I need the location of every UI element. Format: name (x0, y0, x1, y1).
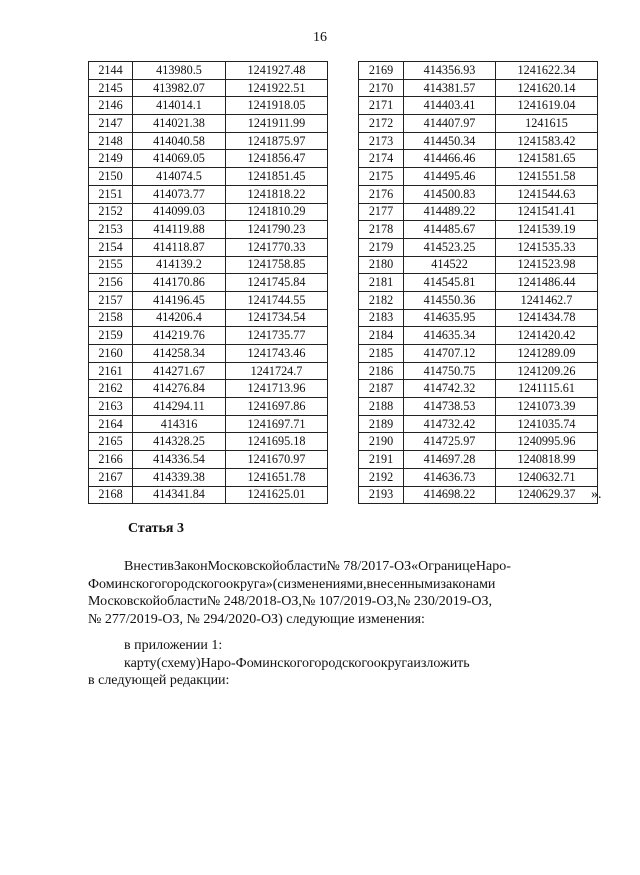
point-number-cell: 2151 (89, 185, 133, 203)
paragraph-line (88, 593, 608, 611)
y-coordinate-cell: 1241651.78 (226, 468, 328, 486)
point-number-cell: 2187 (359, 380, 404, 398)
word: (схему) (156, 655, 201, 671)
y-coordinate-cell: 1241875.97 (226, 132, 328, 150)
word: округа» (226, 576, 273, 592)
point-number-cell: 2167 (89, 468, 133, 486)
x-coordinate-cell: 414725.97 (404, 433, 496, 451)
y-coordinate-cell: 1241035.74 (496, 415, 598, 433)
table-row (89, 168, 328, 186)
table-row (359, 238, 598, 256)
word: карту (124, 655, 157, 671)
table-row (89, 486, 328, 504)
table-row (359, 274, 598, 292)
y-coordinate-cell: 1241583.42 (496, 132, 598, 150)
y-coordinate-cell: 1241918.05 (226, 97, 328, 115)
x-coordinate-cell: 414118.87 (133, 238, 226, 256)
y-coordinate-cell: 1241544.63 (496, 185, 598, 203)
point-number-cell: 2154 (89, 238, 133, 256)
y-coordinate-cell: 1241289.09 (496, 345, 598, 363)
x-coordinate-cell: 414466.46 (404, 150, 496, 168)
y-coordinate-cell: 1240629.37 (496, 486, 598, 504)
table-row (89, 62, 328, 80)
y-coordinate-cell: 1241790.23 (226, 221, 328, 239)
table-row (359, 185, 598, 203)
point-number-cell: 2189 (359, 415, 404, 433)
point-number-cell: 2152 (89, 203, 133, 221)
word: законами (440, 576, 496, 592)
x-coordinate-cell: 414073.77 (133, 185, 226, 203)
coordinates-table-right (358, 61, 598, 504)
table-row (89, 327, 328, 345)
table-row (89, 345, 328, 363)
word: № 107/2019-ОЗ, (301, 594, 397, 609)
point-number-cell: 2174 (359, 150, 404, 168)
table-row (89, 451, 328, 469)
table-row (359, 97, 598, 115)
point-number-cell: 2179 (359, 238, 404, 256)
x-coordinate-cell: 414206.4 (133, 309, 226, 327)
point-number-cell: 2170 (359, 79, 404, 97)
article-heading: Статья 3 (128, 521, 184, 536)
word: городского (161, 576, 227, 592)
point-number-cell: 2157 (89, 291, 133, 309)
table-row (359, 115, 598, 133)
point-number-cell: 2192 (359, 468, 404, 486)
point-number-cell: 2160 (89, 345, 133, 363)
point-number-cell: 2163 (89, 398, 133, 416)
point-number-cell: 2158 (89, 309, 133, 327)
table-row (359, 62, 598, 80)
table-row (89, 185, 328, 203)
appendix-paragraph (88, 637, 608, 690)
table-row (359, 168, 598, 186)
point-number-cell: 2169 (359, 62, 404, 80)
table-row (89, 97, 328, 115)
y-coordinate-cell: 1241434.78 (496, 309, 598, 327)
word: Наро- (475, 559, 511, 574)
x-coordinate-cell: 414707.12 (404, 345, 496, 363)
x-coordinate-cell: 414139.2 (133, 256, 226, 274)
y-coordinate-cell: 1241770.33 (226, 238, 328, 256)
x-coordinate-cell: 414522 (404, 256, 496, 274)
word: (с (272, 576, 284, 592)
table-row (89, 380, 328, 398)
x-coordinate-cell: 414550.36 (404, 291, 496, 309)
x-coordinate-cell: 414635.34 (404, 327, 496, 345)
point-number-cell: 2191 (359, 451, 404, 469)
table-row (359, 468, 598, 486)
table-row (89, 415, 328, 433)
y-coordinate-cell: 1241115.61 (496, 380, 598, 398)
table-row (359, 433, 598, 451)
x-coordinate-cell: 414489.22 (404, 203, 496, 221)
y-coordinate-cell: 1241073.39 (496, 398, 598, 416)
point-number-cell: 2176 (359, 185, 404, 203)
point-number-cell: 2159 (89, 327, 133, 345)
word: границе (428, 559, 476, 574)
x-coordinate-cell: 414381.57 (404, 79, 496, 97)
table-row (89, 468, 328, 486)
x-coordinate-cell: 414119.88 (133, 221, 226, 239)
point-number-cell: 2172 (359, 115, 404, 133)
y-coordinate-cell: 1241856.47 (226, 150, 328, 168)
x-coordinate-cell: 414495.46 (404, 168, 496, 186)
point-number-cell: 2181 (359, 274, 404, 292)
table-row (89, 238, 328, 256)
point-number-cell: 2161 (89, 362, 133, 380)
x-coordinate-cell: 414219.76 (133, 327, 226, 345)
x-coordinate-cell: 414485.67 (404, 221, 496, 239)
paragraph-line: в приложении 1: (124, 638, 223, 653)
point-number-cell: 2184 (359, 327, 404, 345)
x-coordinate-cell: 414697.28 (404, 451, 496, 469)
y-coordinate-cell: 1241541.41 (496, 203, 598, 221)
point-number-cell: 2177 (359, 203, 404, 221)
point-number-cell: 2146 (89, 97, 133, 115)
x-coordinate-cell: 414732.42 (404, 415, 496, 433)
y-coordinate-cell: 1241818.22 (226, 185, 328, 203)
page-number: 16 (313, 30, 327, 45)
point-number-cell: 2168 (89, 486, 133, 504)
point-number-cell: 2145 (89, 79, 133, 97)
table-row (359, 150, 598, 168)
x-coordinate-cell: 414698.22 (404, 486, 496, 504)
word: изложить (413, 655, 470, 671)
y-coordinate-cell: 1240818.99 (496, 451, 598, 469)
table-row (89, 203, 328, 221)
table-row (89, 398, 328, 416)
table-row (89, 274, 328, 292)
table-row (89, 256, 328, 274)
y-coordinate-cell: 1241697.71 (226, 415, 328, 433)
word: области (279, 559, 327, 574)
y-coordinate-cell: 1241539.19 (496, 221, 598, 239)
paragraph-line (88, 576, 608, 594)
x-coordinate-cell: 414021.38 (133, 115, 226, 133)
point-number-cell: 2165 (89, 433, 133, 451)
point-number-cell: 2147 (89, 115, 133, 133)
x-coordinate-cell: 414074.5 (133, 168, 226, 186)
table-row (89, 115, 328, 133)
y-coordinate-cell: 1241744.55 (226, 291, 328, 309)
x-coordinate-cell: 414271.67 (133, 362, 226, 380)
word: внесенными (366, 576, 441, 592)
x-coordinate-cell: 414356.93 (404, 62, 496, 80)
word: городского (308, 655, 374, 671)
point-number-cell: 2193 (359, 486, 404, 504)
table-row (359, 79, 598, 97)
table-row (359, 345, 598, 363)
x-coordinate-cell: 413980.5 (133, 62, 226, 80)
table-row (359, 309, 598, 327)
y-coordinate-cell: 1241743.46 (226, 345, 328, 363)
table-row (89, 150, 328, 168)
table-row (359, 203, 598, 221)
x-coordinate-cell: 414170.86 (133, 274, 226, 292)
table-row (359, 291, 598, 309)
paragraph-line: № 277/2019-ОЗ, № 294/2020-ОЗ) следующие изменения: (88, 611, 425, 627)
point-number-cell: 2150 (89, 168, 133, 186)
y-coordinate-cell: 1241922.51 (226, 79, 328, 97)
x-coordinate-cell: 414450.34 (404, 132, 496, 150)
y-coordinate-cell: 1241724.7 (226, 362, 328, 380)
table-row (359, 380, 598, 398)
x-coordinate-cell: 414336.54 (133, 451, 226, 469)
table-row (89, 291, 328, 309)
x-coordinate-cell: 414316 (133, 415, 226, 433)
point-number-cell: 2183 (359, 309, 404, 327)
word: № 230/2019-ОЗ, (396, 594, 493, 609)
point-number-cell: 2144 (89, 62, 133, 80)
amendment-paragraph (88, 558, 608, 628)
y-coordinate-cell: 1241735.77 (226, 327, 328, 345)
y-coordinate-cell: 1241581.65 (496, 150, 598, 168)
y-coordinate-cell: 1241734.54 (226, 309, 328, 327)
word: Внести (124, 559, 168, 574)
table-row (359, 327, 598, 345)
point-number-cell: 2190 (359, 433, 404, 451)
y-coordinate-cell: 1241745.84 (226, 274, 328, 292)
table-row (89, 79, 328, 97)
y-coordinate-cell: 1241619.04 (496, 97, 598, 115)
word: области (160, 594, 207, 609)
word: Московской (88, 594, 161, 609)
point-number-cell: 2162 (89, 380, 133, 398)
table-row (359, 256, 598, 274)
y-coordinate-cell: 1241625.01 (226, 486, 328, 504)
x-coordinate-cell: 414069.05 (133, 150, 226, 168)
word: изменениями, (283, 576, 367, 592)
table-row (359, 398, 598, 416)
word: в (167, 559, 174, 574)
point-number-cell: 2149 (89, 150, 133, 168)
point-number-cell: 2182 (359, 291, 404, 309)
y-coordinate-cell: 1241462.7 (496, 291, 598, 309)
y-coordinate-cell: 1241486.44 (496, 274, 598, 292)
point-number-cell: 2164 (89, 415, 133, 433)
y-coordinate-cell: 1241620.14 (496, 79, 598, 97)
table-row (89, 362, 328, 380)
word: Наро-Фоминского (200, 655, 309, 671)
table-row (359, 451, 598, 469)
y-coordinate-cell: 1241523.98 (496, 256, 598, 274)
point-number-cell: 2178 (359, 221, 404, 239)
table-row (89, 132, 328, 150)
point-number-cell: 2175 (359, 168, 404, 186)
point-number-cell: 2155 (89, 256, 133, 274)
x-coordinate-cell: 414276.84 (133, 380, 226, 398)
x-coordinate-cell: 413982.07 (133, 79, 226, 97)
paragraph-line: в следующей редакции: (88, 673, 230, 688)
x-coordinate-cell: 414328.25 (133, 433, 226, 451)
y-coordinate-cell: 1241697.86 (226, 398, 328, 416)
point-number-cell: 2180 (359, 256, 404, 274)
point-number-cell: 2153 (89, 221, 133, 239)
y-coordinate-cell: 1241695.18 (226, 433, 328, 451)
y-coordinate-cell: 1241420.42 (496, 327, 598, 345)
point-number-cell: 2188 (359, 398, 404, 416)
x-coordinate-cell: 414196.45 (133, 291, 226, 309)
x-coordinate-cell: 414341.84 (133, 486, 226, 504)
y-coordinate-cell: 1241927.48 (226, 62, 328, 80)
y-coordinate-cell: 1241622.34 (496, 62, 598, 80)
point-number-cell: 2156 (89, 274, 133, 292)
x-coordinate-cell: 414636.73 (404, 468, 496, 486)
x-coordinate-cell: 414403.41 (404, 97, 496, 115)
word: № 248/2018-ОЗ, (206, 594, 302, 609)
coordinates-table-left (88, 61, 328, 504)
y-coordinate-cell: 1240632.71 (496, 468, 598, 486)
y-coordinate-cell: 1241670.97 (226, 451, 328, 469)
word: «О (411, 559, 429, 574)
y-coordinate-cell: 1241713.96 (226, 380, 328, 398)
word: Московской (207, 559, 280, 574)
closing-quote: ». (591, 487, 602, 502)
y-coordinate-cell: 1241551.58 (496, 168, 598, 186)
y-coordinate-cell: 1241911.99 (226, 115, 328, 133)
word: округа (373, 655, 414, 671)
y-coordinate-cell: 1241758.85 (226, 256, 328, 274)
x-coordinate-cell: 414294.11 (133, 398, 226, 416)
x-coordinate-cell: 414258.34 (133, 345, 226, 363)
point-number-cell: 2148 (89, 132, 133, 150)
point-number-cell: 2186 (359, 362, 404, 380)
x-coordinate-cell: 414742.32 (404, 380, 496, 398)
x-coordinate-cell: 414750.75 (404, 362, 496, 380)
point-number-cell: 2166 (89, 451, 133, 469)
point-number-cell: 2171 (359, 97, 404, 115)
x-coordinate-cell: 414500.83 (404, 185, 496, 203)
point-number-cell: 2185 (359, 345, 404, 363)
word: № 78/2017-ОЗ (326, 559, 412, 574)
x-coordinate-cell: 414523.25 (404, 238, 496, 256)
paragraph-line (88, 655, 608, 673)
table-row (359, 132, 598, 150)
word: Закон (173, 559, 208, 574)
x-coordinate-cell: 414545.81 (404, 274, 496, 292)
x-coordinate-cell: 414738.53 (404, 398, 496, 416)
y-coordinate-cell: 1241615 (496, 115, 598, 133)
paragraph-line (88, 558, 608, 576)
x-coordinate-cell: 414407.97 (404, 115, 496, 133)
y-coordinate-cell: 1241851.45 (226, 168, 328, 186)
y-coordinate-cell: 1241535.33 (496, 238, 598, 256)
x-coordinate-cell: 414040.58 (133, 132, 226, 150)
table-row (89, 433, 328, 451)
table-row (89, 309, 328, 327)
x-coordinate-cell: 414635.95 (404, 309, 496, 327)
table-row (359, 221, 598, 239)
y-coordinate-cell: 1240995.96 (496, 433, 598, 451)
x-coordinate-cell: 414014.1 (133, 97, 226, 115)
table-row (359, 362, 598, 380)
y-coordinate-cell: 1241209.26 (496, 362, 598, 380)
word: Фоминского (88, 576, 162, 592)
point-number-cell: 2173 (359, 132, 404, 150)
x-coordinate-cell: 414339.38 (133, 468, 226, 486)
table-row (359, 486, 598, 504)
table-row (89, 221, 328, 239)
table-row (359, 415, 598, 433)
y-coordinate-cell: 1241810.29 (226, 203, 328, 221)
x-coordinate-cell: 414099.03 (133, 203, 226, 221)
